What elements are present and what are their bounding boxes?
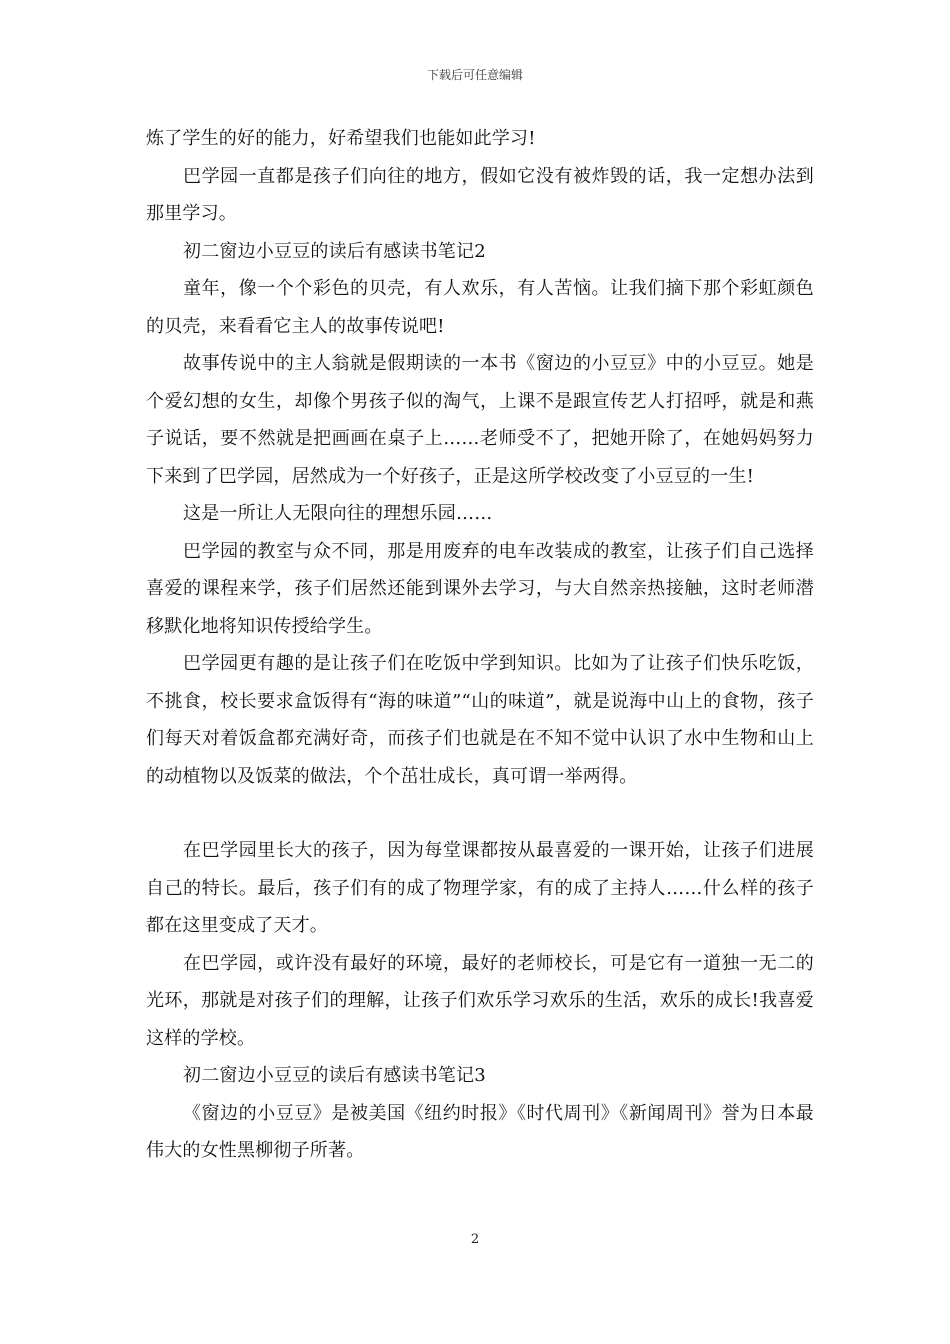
- paragraph: 巴学园的教室与众不同，那是用废弃的电车改装成的教室，让孩子们自己选择喜爱的课程来学，孩子们居然还能到课外去学习，与大自然亲热接触，这时老师潜移默化地将知识传授给学生。: [146, 540, 814, 637]
- document-body: [146, 120, 814, 1170]
- paragraph: 童年，像一个个彩色的贝壳，有人欢乐，有人苦恼。让我们摘下那个彩虹颜色的贝壳，来看看它主人的故事传说吧!: [146, 278, 814, 337]
- paragraph: 这是一所让人无限向往的理想乐园……: [183, 503, 493, 524]
- paragraph: 《窗边的小豆豆》是被美国《纽约时报》《时代周刊》《新闻周刊》誉为日本最伟大的女性黑柳彻子所著。: [146, 1102, 814, 1161]
- page-header-note: 下载后可任意编辑: [426, 68, 523, 82]
- paragraph: 巴学园更有趣的是让孩子们在吃饭中学到知识。比如为了让孩子们快乐吃饭，不挑食，校长要求盒饭得有“海的味道”“山的味道”，就是说海中山上的食物，孩子们每天对着饭盒都充满好奇，而孩子们也就是在不知不觉中认识了水中生物和山上的动植物以及饭菜的做法，个个茁壮成长，真可谓一举两得。: [146, 653, 814, 787]
- page-number: 2: [470, 1232, 480, 1247]
- paragraph: 在巴学园里长大的孩子，因为每堂课都按从最喜爱的一课开始，让孩子们进展自己的特长。最后，孩子们有的成了物理学家，有的成了主持人……什么样的孩子都在这里变成了天才。: [146, 840, 814, 936]
- paragraph-continuation: 炼了学生的好的能力，好希望我们也能如此学习!: [146, 128, 536, 149]
- blank-line: [146, 795, 814, 832]
- paragraph: 巴学园一直都是孩子们向往的地方，假如它没有被炸毁的话，我一定想办法到那里学习。: [146, 165, 814, 224]
- paragraph: 故事传说中的主人翁就是假期读的一本书《窗边的小豆豆》中的小豆豆。她是个爱幻想的女生，却像个男孩子似的淘气，上课不是跟宣传艺人打招呼，就是和燕子说话，要不然就是把画画在桌子上……老师受不了，把她开除了，在她妈妈努力下来到了巴学园，居然成为一个好孩子，正是这所学校改变了小豆豆的一生!: [146, 353, 814, 487]
- paragraph: 在巴学园，或许没有最好的环境，最好的老师校长，可是它有一道独一无二的光环，那就是对孩子们的理解，让孩子们欢乐学习欢乐的生活，欢乐的成长!我喜爱这样的学校。: [146, 952, 814, 1049]
- section-heading-3: 初二窗边小豆豆的读后有感读书笔记3: [183, 1065, 486, 1086]
- section-heading-2: 初二窗边小豆豆的读后有感读书笔记2: [183, 240, 486, 262]
